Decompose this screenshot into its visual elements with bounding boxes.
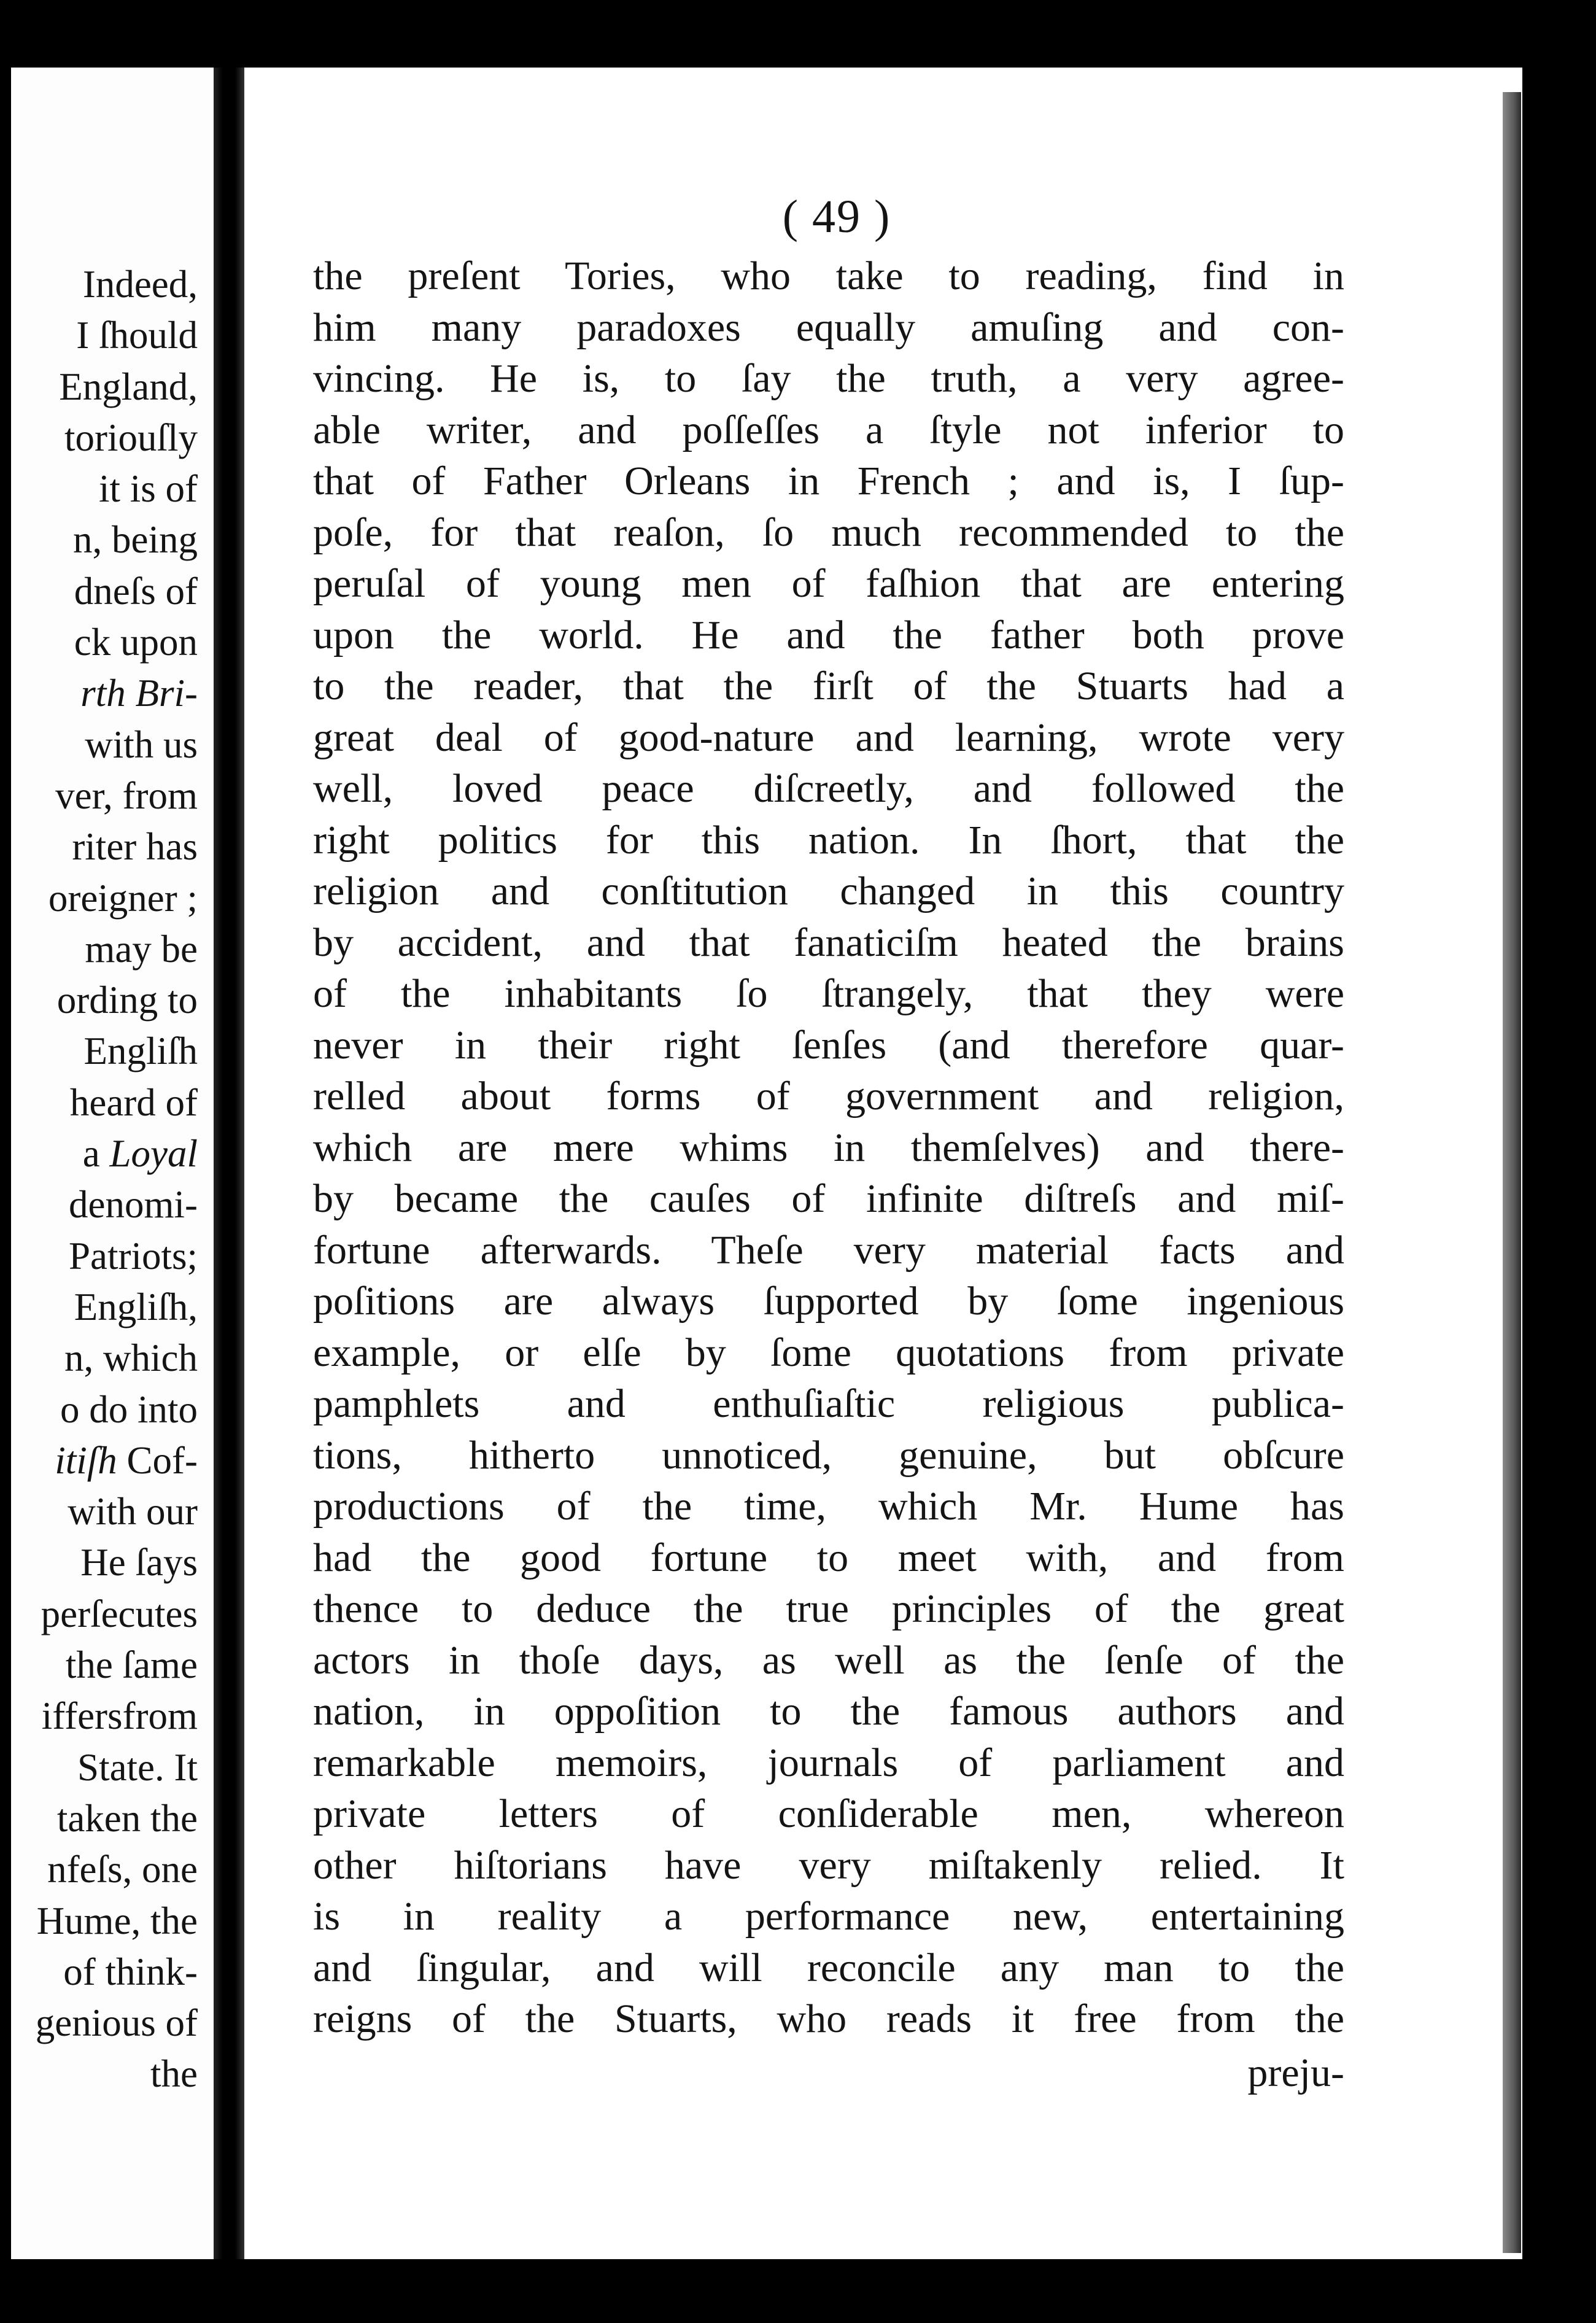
previous-page-line: of think-: [63, 1950, 198, 1993]
previous-page-line: Patriots;: [68, 1234, 198, 1278]
book-gutter: [214, 68, 244, 2259]
previous-page-line: ver, from: [55, 774, 198, 817]
text-line: relled about forms of government and religion,: [313, 1074, 1344, 1119]
previous-page-line: Hume, the: [36, 1899, 198, 1942]
previous-page-line: itiſh Cof-: [55, 1438, 198, 1482]
text-line: tions, hitherto unnoticed, genuine, but obſcure: [313, 1432, 1344, 1478]
text-line: able writer, and poſſeſſes a ſtyle not inferior to: [313, 407, 1344, 452]
previous-page-line: with us: [85, 723, 198, 766]
previous-page-line: n, being: [73, 518, 198, 562]
page-body-text: [313, 250, 1344, 2045]
text-line: him many paradoxes equally amuſing and con-: [313, 304, 1344, 350]
text-line: by accident, and that fanaticiſm heated the brains: [313, 920, 1344, 965]
page-number: ( 49 ): [782, 191, 891, 242]
previous-page-line: it is of: [98, 467, 198, 511]
text-line: nation, in oppoſition to the famous authors and: [313, 1689, 1344, 1734]
text-line: pamphlets and enthuſiaſtic religious publica-: [313, 1381, 1344, 1426]
previous-page-line: may be: [85, 927, 198, 971]
text-line: reigns of the Stuarts, who reads it free from the: [313, 1996, 1344, 2041]
previous-page-line: o do into: [60, 1387, 198, 1431]
previous-page-line: denomi-: [69, 1183, 198, 1227]
previous-page-line: heard of: [69, 1080, 198, 1124]
scan-border-bottom: [0, 2259, 1596, 2323]
text-line: and ſingular, and will reconcile any man to the: [313, 1945, 1344, 1990]
scan-border-right: [1522, 0, 1596, 2323]
previous-page-line: Indeed,: [82, 263, 198, 306]
text-line: thence to deduce the true principles of the great: [313, 1586, 1344, 1631]
catchword: preju-: [1247, 2050, 1344, 2095]
previous-page-line: perſecutes: [41, 1592, 198, 1635]
text-line: poſe, for that reaſon, ſo much recommended to the: [313, 510, 1344, 555]
scan-border-left: [0, 0, 11, 2323]
previous-page-line: dneſs of: [74, 569, 198, 613]
text-line: poſitions are always ſupported by ſome ingenious: [313, 1279, 1344, 1324]
text-line: the preſent Tories, who take to reading, find in: [313, 254, 1344, 298]
text-line: of the inhabitants ſo ſtrangely, that they were: [313, 971, 1344, 1016]
text-line: vincing. He is, to ſay the truth, a very agree-: [313, 356, 1344, 401]
text-line: example, or elſe by ſome quotations from private: [313, 1330, 1344, 1375]
text-line: is in reality a performance new, entertaining: [313, 1894, 1344, 1939]
text-line: actors in thoſe days, as well as the ſenſe of the: [313, 1637, 1344, 1683]
previous-page-line: with our: [68, 1490, 198, 1534]
text-line: by became the cauſes of infinite diſtreſs and miſ-: [313, 1176, 1344, 1221]
text-line: had the good fortune to meet with, and from: [313, 1535, 1344, 1580]
previous-page-line: ording to: [56, 979, 198, 1022]
previous-page-line: He ſays: [80, 1541, 198, 1584]
text-line: never in their right ſenſes (and therefore quar-: [313, 1022, 1344, 1068]
text-line: to the reader, that the firſt of the Stuarts had a: [313, 664, 1344, 708]
previous-page-line: England,: [59, 365, 198, 408]
text-line: well, loved peace diſcreetly, and followed the: [313, 766, 1344, 811]
previous-page-line: taken the: [56, 1796, 198, 1840]
text-line: fortune afterwards. Theſe very material facts and: [313, 1227, 1344, 1273]
previous-page-line: ck upon: [74, 621, 198, 664]
text-line: which are mere whims in themſelves) and there-: [313, 1125, 1344, 1170]
previous-page-line: oreigner ;: [48, 876, 198, 920]
previous-page-line: the: [150, 2052, 198, 2096]
text-line: that of Father Orleans in French ; and is, I ſup-: [313, 459, 1344, 503]
text-line: great deal of good-nature and learning, wrote very: [313, 715, 1344, 760]
previous-page-line: riter has: [72, 825, 198, 869]
previous-page-fragment: [11, 68, 214, 2259]
previous-page-line: nfeſs, one: [47, 1848, 198, 1891]
scan-border-top: [0, 0, 1596, 68]
previous-page-line: toriouſly: [64, 416, 198, 459]
page-edge: [1503, 92, 1521, 2253]
book-page: [244, 86, 1503, 2259]
text-line: private letters of conſiderable men, whereon: [313, 1791, 1344, 1836]
previous-page-line: the ſame: [65, 1643, 198, 1687]
text-line: right politics for this nation. In ſhort, that the: [313, 817, 1344, 863]
text-line: productions of the time, which Mr. Hume has: [313, 1484, 1344, 1529]
previous-page-line: n, which: [64, 1336, 198, 1380]
previous-page-line: genious of: [35, 2001, 198, 2045]
previous-page-line: I ſhould: [76, 314, 198, 357]
text-line: remarkable memoirs, journals of parliament and: [313, 1740, 1344, 1785]
previous-page-line: Engliſh,: [74, 1285, 198, 1328]
previous-page-line: rth Bri-: [80, 672, 198, 715]
previous-page-line: a Loyal: [82, 1132, 198, 1176]
text-line: other hiſtorians have very miſtakenly relied. It: [313, 1842, 1344, 1888]
previous-page-text: [36, 259, 198, 2100]
text-line: upon the world. He and the father both prove: [313, 612, 1344, 657]
text-line: religion and conſtitution changed in this country: [313, 869, 1344, 913]
previous-page-line: State. It: [77, 1745, 198, 1789]
text-line: peruſal of young men of faſhion that are entering: [313, 561, 1344, 606]
previous-page-line: Engliſh: [83, 1030, 198, 1073]
previous-page-line: iffersfrom: [41, 1694, 198, 1738]
